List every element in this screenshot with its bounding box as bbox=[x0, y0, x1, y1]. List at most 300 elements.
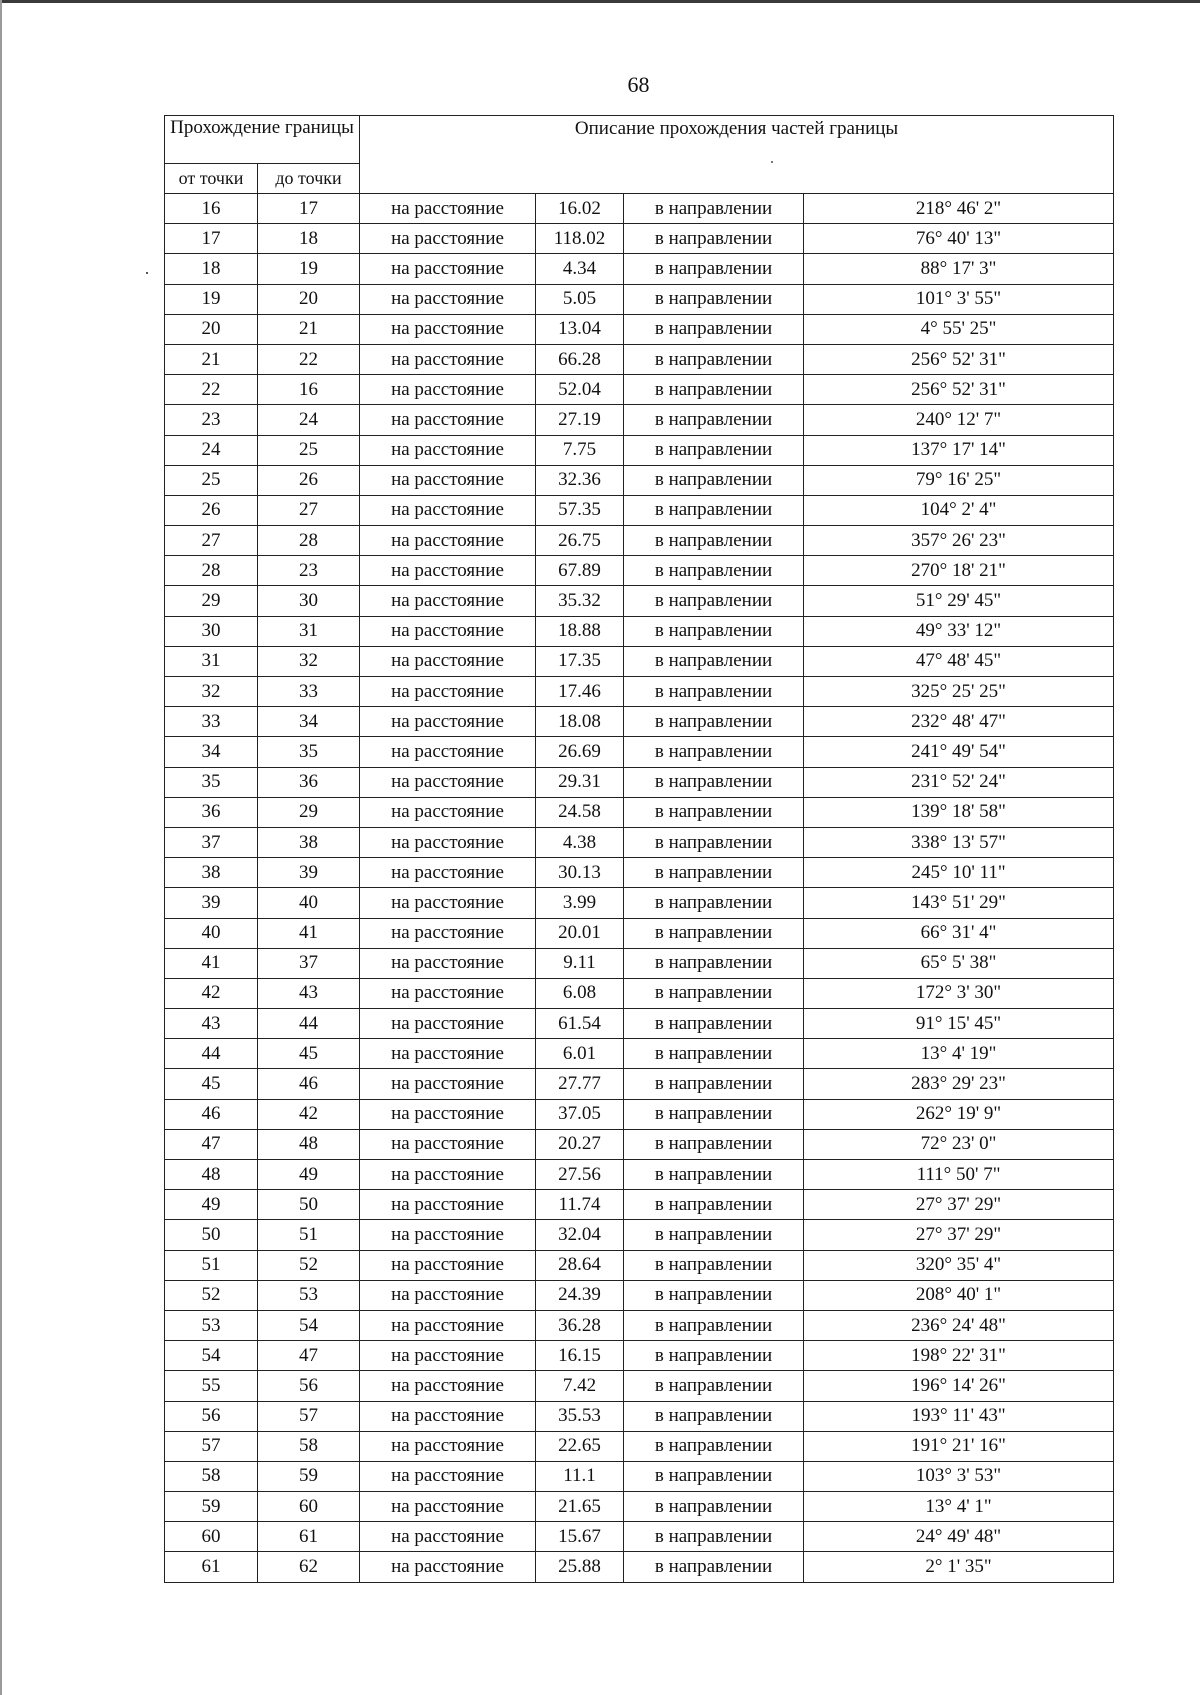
cell-to-point: 28 bbox=[258, 526, 360, 556]
cell-distance-value: 37.05 bbox=[536, 1099, 624, 1129]
cell-to-point: 62 bbox=[258, 1552, 360, 1582]
cell-direction-angle: 191° 21' 16" bbox=[804, 1431, 1114, 1461]
cell-from-point: 19 bbox=[165, 284, 258, 314]
cell-to-point: 45 bbox=[258, 1039, 360, 1069]
cell-direction-angle: 172° 3' 30" bbox=[804, 978, 1114, 1008]
cell-from-point: 52 bbox=[165, 1280, 258, 1310]
cell-distance-label: на расстояние bbox=[360, 254, 536, 284]
cell-direction-angle: 143° 51' 29" bbox=[804, 888, 1114, 918]
cell-to-point: 26 bbox=[258, 465, 360, 495]
cell-distance-label: на расстояние bbox=[360, 344, 536, 374]
table-row bbox=[165, 224, 1114, 254]
cell-to-point: 42 bbox=[258, 1099, 360, 1129]
table-row bbox=[165, 435, 1114, 465]
cell-distance-value: 20.27 bbox=[536, 1129, 624, 1159]
scan-speck bbox=[146, 272, 148, 274]
cell-distance-value: 52.04 bbox=[536, 375, 624, 405]
table-row bbox=[165, 284, 1114, 314]
cell-distance-value: 25.88 bbox=[536, 1552, 624, 1582]
cell-direction-label: в направлении bbox=[624, 1099, 804, 1129]
header-description: Описание прохождения частей границы bbox=[360, 116, 1114, 194]
cell-distance-value: 17.46 bbox=[536, 677, 624, 707]
cell-direction-label: в направлении bbox=[624, 1431, 804, 1461]
boundary-table bbox=[164, 115, 1114, 1583]
cell-distance-label: на расстояние bbox=[360, 646, 536, 676]
cell-distance-label: на расстояние bbox=[360, 1431, 536, 1461]
cell-distance-value: 61.54 bbox=[536, 1009, 624, 1039]
table-row bbox=[165, 344, 1114, 374]
cell-from-point: 57 bbox=[165, 1431, 258, 1461]
cell-to-point: 30 bbox=[258, 586, 360, 616]
cell-distance-label: на расстояние bbox=[360, 948, 536, 978]
cell-direction-label: в направлении bbox=[624, 314, 804, 344]
cell-distance-label: на расстояние bbox=[360, 797, 536, 827]
cell-distance-value: 32.04 bbox=[536, 1220, 624, 1250]
table-row bbox=[165, 1160, 1114, 1190]
cell-to-point: 20 bbox=[258, 284, 360, 314]
cell-to-point: 52 bbox=[258, 1250, 360, 1280]
table-row bbox=[165, 1099, 1114, 1129]
cell-distance-value: 18.88 bbox=[536, 616, 624, 646]
cell-direction-angle: 232° 48' 47" bbox=[804, 707, 1114, 737]
cell-direction-label: в направлении bbox=[624, 1461, 804, 1491]
cell-direction-label: в направлении bbox=[624, 224, 804, 254]
cell-distance-label: на расстояние bbox=[360, 526, 536, 556]
cell-from-point: 35 bbox=[165, 767, 258, 797]
cell-from-point: 51 bbox=[165, 1250, 258, 1280]
table-row bbox=[165, 858, 1114, 888]
cell-direction-label: в направлении bbox=[624, 1250, 804, 1280]
header-to-point: до точки bbox=[258, 164, 360, 194]
cell-direction-label: в направлении bbox=[624, 737, 804, 767]
cell-distance-value: 66.28 bbox=[536, 344, 624, 374]
cell-from-point: 36 bbox=[165, 797, 258, 827]
cell-direction-label: в направлении bbox=[624, 1341, 804, 1371]
cell-direction-angle: 51° 29' 45" bbox=[804, 586, 1114, 616]
cell-from-point: 22 bbox=[165, 375, 258, 405]
cell-distance-label: на расстояние bbox=[360, 1069, 536, 1099]
cell-direction-angle: 76° 40' 13" bbox=[804, 224, 1114, 254]
cell-distance-label: на расстояние bbox=[360, 1250, 536, 1280]
cell-to-point: 22 bbox=[258, 344, 360, 374]
cell-from-point: 26 bbox=[165, 495, 258, 525]
cell-from-point: 53 bbox=[165, 1310, 258, 1340]
cell-distance-value: 6.01 bbox=[536, 1039, 624, 1069]
cell-distance-value: 24.39 bbox=[536, 1280, 624, 1310]
cell-direction-angle: 13° 4' 19" bbox=[804, 1039, 1114, 1069]
cell-from-point: 16 bbox=[165, 194, 258, 224]
cell-distance-label: на расстояние bbox=[360, 1310, 536, 1340]
table-row bbox=[165, 405, 1114, 435]
cell-direction-label: в направлении bbox=[624, 1310, 804, 1340]
cell-to-point: 54 bbox=[258, 1310, 360, 1340]
cell-direction-angle: 13° 4' 1" bbox=[804, 1492, 1114, 1522]
cell-to-point: 29 bbox=[258, 797, 360, 827]
table-row bbox=[165, 1129, 1114, 1159]
cell-to-point: 27 bbox=[258, 495, 360, 525]
cell-distance-value: 11.1 bbox=[536, 1461, 624, 1491]
cell-distance-value: 27.56 bbox=[536, 1160, 624, 1190]
cell-to-point: 17 bbox=[258, 194, 360, 224]
table-row bbox=[165, 254, 1114, 284]
cell-direction-angle: 196° 14' 26" bbox=[804, 1371, 1114, 1401]
cell-from-point: 44 bbox=[165, 1039, 258, 1069]
cell-from-point: 20 bbox=[165, 314, 258, 344]
cell-to-point: 32 bbox=[258, 646, 360, 676]
cell-from-point: 18 bbox=[165, 254, 258, 284]
cell-to-point: 56 bbox=[258, 1371, 360, 1401]
cell-to-point: 47 bbox=[258, 1341, 360, 1371]
table-row bbox=[165, 1280, 1114, 1310]
cell-direction-label: в направлении bbox=[624, 1522, 804, 1552]
cell-distance-value: 29.31 bbox=[536, 767, 624, 797]
cell-from-point: 23 bbox=[165, 405, 258, 435]
cell-from-point: 58 bbox=[165, 1461, 258, 1491]
cell-distance-label: на расстояние bbox=[360, 918, 536, 948]
table-row bbox=[165, 1190, 1114, 1220]
table-row bbox=[165, 1250, 1114, 1280]
cell-from-point: 54 bbox=[165, 1341, 258, 1371]
cell-distance-value: 4.38 bbox=[536, 827, 624, 857]
cell-to-point: 61 bbox=[258, 1522, 360, 1552]
cell-direction-label: в направлении bbox=[624, 526, 804, 556]
cell-to-point: 19 bbox=[258, 254, 360, 284]
cell-direction-label: в направлении bbox=[624, 254, 804, 284]
table-row bbox=[165, 495, 1114, 525]
table-row bbox=[165, 767, 1114, 797]
cell-from-point: 37 bbox=[165, 827, 258, 857]
cell-to-point: 57 bbox=[258, 1401, 360, 1431]
cell-distance-value: 35.32 bbox=[536, 586, 624, 616]
cell-to-point: 44 bbox=[258, 1009, 360, 1039]
cell-distance-label: на расстояние bbox=[360, 1492, 536, 1522]
table-row bbox=[165, 1492, 1114, 1522]
cell-direction-label: в направлении bbox=[624, 586, 804, 616]
cell-direction-label: в направлении bbox=[624, 465, 804, 495]
table-row bbox=[165, 1401, 1114, 1431]
cell-direction-label: в направлении bbox=[624, 677, 804, 707]
cell-distance-value: 24.58 bbox=[536, 797, 624, 827]
cell-distance-label: на расстояние bbox=[360, 827, 536, 857]
cell-to-point: 39 bbox=[258, 858, 360, 888]
cell-distance-label: на расстояние bbox=[360, 435, 536, 465]
table-row bbox=[165, 1009, 1114, 1039]
cell-distance-label: на расстояние bbox=[360, 1039, 536, 1069]
cell-distance-label: на расстояние bbox=[360, 888, 536, 918]
cell-direction-angle: 49° 33' 12" bbox=[804, 616, 1114, 646]
cell-from-point: 27 bbox=[165, 526, 258, 556]
cell-distance-label: на расстояние bbox=[360, 707, 536, 737]
cell-distance-value: 22.65 bbox=[536, 1431, 624, 1461]
cell-to-point: 50 bbox=[258, 1190, 360, 1220]
table-row bbox=[165, 707, 1114, 737]
cell-direction-label: в направлении bbox=[624, 194, 804, 224]
cell-from-point: 39 bbox=[165, 888, 258, 918]
cell-distance-label: на расстояние bbox=[360, 1160, 536, 1190]
cell-to-point: 40 bbox=[258, 888, 360, 918]
cell-from-point: 43 bbox=[165, 1009, 258, 1039]
cell-distance-label: на расстояние bbox=[360, 677, 536, 707]
cell-distance-label: на расстояние bbox=[360, 1401, 536, 1431]
cell-direction-label: в направлении bbox=[624, 1280, 804, 1310]
cell-from-point: 46 bbox=[165, 1099, 258, 1129]
cell-to-point: 38 bbox=[258, 827, 360, 857]
cell-direction-angle: 218° 46' 2" bbox=[804, 194, 1114, 224]
cell-distance-value: 13.04 bbox=[536, 314, 624, 344]
table-row bbox=[165, 1431, 1114, 1461]
cell-direction-label: в направлении bbox=[624, 858, 804, 888]
cell-distance-label: на расстояние bbox=[360, 224, 536, 254]
cell-direction-angle: 4° 55' 25" bbox=[804, 314, 1114, 344]
cell-direction-angle: 72° 23' 0" bbox=[804, 1129, 1114, 1159]
cell-to-point: 34 bbox=[258, 707, 360, 737]
cell-direction-label: в направлении bbox=[624, 978, 804, 1008]
cell-distance-label: на расстояние bbox=[360, 737, 536, 767]
cell-direction-angle: 79° 16' 25" bbox=[804, 465, 1114, 495]
cell-direction-label: в направлении bbox=[624, 1009, 804, 1039]
cell-direction-label: в направлении bbox=[624, 1190, 804, 1220]
cell-direction-label: в направлении bbox=[624, 1220, 804, 1250]
table-row bbox=[165, 616, 1114, 646]
cell-distance-label: на расстояние bbox=[360, 1461, 536, 1491]
cell-direction-angle: 88° 17' 3" bbox=[804, 254, 1114, 284]
cell-direction-label: в направлении bbox=[624, 344, 804, 374]
table-body bbox=[165, 194, 1114, 1583]
cell-from-point: 47 bbox=[165, 1129, 258, 1159]
cell-from-point: 29 bbox=[165, 586, 258, 616]
cell-distance-label: на расстояние bbox=[360, 465, 536, 495]
cell-distance-label: на расстояние bbox=[360, 1371, 536, 1401]
cell-distance-value: 32.36 bbox=[536, 465, 624, 495]
cell-distance-value: 18.08 bbox=[536, 707, 624, 737]
cell-distance-value: 27.77 bbox=[536, 1069, 624, 1099]
header-from-point: от точки bbox=[165, 164, 258, 194]
cell-direction-label: в направлении bbox=[624, 495, 804, 525]
table-row bbox=[165, 1522, 1114, 1552]
cell-from-point: 28 bbox=[165, 556, 258, 586]
table-row bbox=[165, 1069, 1114, 1099]
cell-distance-label: на расстояние bbox=[360, 1190, 536, 1220]
cell-from-point: 41 bbox=[165, 948, 258, 978]
cell-direction-label: в направлении bbox=[624, 1371, 804, 1401]
cell-direction-label: в направлении bbox=[624, 405, 804, 435]
cell-direction-angle: 236° 24' 48" bbox=[804, 1310, 1114, 1340]
table-row bbox=[165, 1461, 1114, 1491]
table-row bbox=[165, 375, 1114, 405]
cell-from-point: 32 bbox=[165, 677, 258, 707]
cell-direction-angle: 270° 18' 21" bbox=[804, 556, 1114, 586]
cell-direction-label: в направлении bbox=[624, 556, 804, 586]
table-row bbox=[165, 1220, 1114, 1250]
cell-distance-label: на расстояние bbox=[360, 1129, 536, 1159]
cell-direction-angle: 27° 37' 29" bbox=[804, 1220, 1114, 1250]
cell-direction-angle: 2° 1' 35" bbox=[804, 1552, 1114, 1582]
scan-edge-top bbox=[0, 0, 1200, 3]
cell-distance-label: на расстояние bbox=[360, 1522, 536, 1552]
cell-to-point: 53 bbox=[258, 1280, 360, 1310]
scan-edge-left bbox=[0, 0, 2, 1695]
page-number: 68 bbox=[627, 72, 650, 97]
cell-distance-value: 26.75 bbox=[536, 526, 624, 556]
cell-to-point: 48 bbox=[258, 1129, 360, 1159]
cell-distance-label: на расстояние bbox=[360, 586, 536, 616]
cell-direction-angle: 325° 25' 25" bbox=[804, 677, 1114, 707]
cell-from-point: 30 bbox=[165, 616, 258, 646]
cell-direction-label: в направлении bbox=[624, 707, 804, 737]
cell-direction-angle: 357° 26' 23" bbox=[804, 526, 1114, 556]
cell-direction-angle: 27° 37' 29" bbox=[804, 1190, 1114, 1220]
cell-to-point: 46 bbox=[258, 1069, 360, 1099]
cell-distance-value: 57.35 bbox=[536, 495, 624, 525]
cell-direction-angle: 245° 10' 11" bbox=[804, 858, 1114, 888]
cell-from-point: 25 bbox=[165, 465, 258, 495]
cell-distance-label: на расстояние bbox=[360, 1552, 536, 1582]
cell-distance-label: на расстояние bbox=[360, 1341, 536, 1371]
cell-to-point: 41 bbox=[258, 918, 360, 948]
cell-distance-label: на расстояние bbox=[360, 194, 536, 224]
cell-to-point: 58 bbox=[258, 1431, 360, 1461]
cell-from-point: 34 bbox=[165, 737, 258, 767]
cell-direction-angle: 101° 3' 55" bbox=[804, 284, 1114, 314]
cell-from-point: 31 bbox=[165, 646, 258, 676]
table-row bbox=[165, 1341, 1114, 1371]
cell-direction-angle: 338° 13' 57" bbox=[804, 827, 1114, 857]
cell-direction-angle: 320° 35' 4" bbox=[804, 1250, 1114, 1280]
cell-to-point: 23 bbox=[258, 556, 360, 586]
table-row bbox=[165, 797, 1114, 827]
cell-distance-label: на расстояние bbox=[360, 1099, 536, 1129]
cell-distance-label: на расстояние bbox=[360, 314, 536, 344]
cell-from-point: 56 bbox=[165, 1401, 258, 1431]
cell-distance-label: на расстояние bbox=[360, 858, 536, 888]
cell-direction-label: в направлении bbox=[624, 1160, 804, 1190]
cell-direction-angle: 208° 40' 1" bbox=[804, 1280, 1114, 1310]
cell-direction-angle: 256° 52' 31" bbox=[804, 375, 1114, 405]
cell-distance-value: 20.01 bbox=[536, 918, 624, 948]
cell-distance-label: на расстояние bbox=[360, 978, 536, 1008]
table-row bbox=[165, 646, 1114, 676]
cell-direction-angle: 283° 29' 23" bbox=[804, 1069, 1114, 1099]
cell-to-point: 35 bbox=[258, 737, 360, 767]
cell-distance-label: на расстояние bbox=[360, 767, 536, 797]
cell-from-point: 40 bbox=[165, 918, 258, 948]
cell-direction-angle: 198° 22' 31" bbox=[804, 1341, 1114, 1371]
table-row bbox=[165, 677, 1114, 707]
cell-from-point: 50 bbox=[165, 1220, 258, 1250]
cell-distance-value: 5.05 bbox=[536, 284, 624, 314]
table-row bbox=[165, 314, 1114, 344]
cell-distance-value: 36.28 bbox=[536, 1310, 624, 1340]
cell-direction-angle: 111° 50' 7" bbox=[804, 1160, 1114, 1190]
cell-distance-value: 26.69 bbox=[536, 737, 624, 767]
cell-distance-label: на расстояние bbox=[360, 375, 536, 405]
cell-direction-label: в направлении bbox=[624, 888, 804, 918]
cell-to-point: 24 bbox=[258, 405, 360, 435]
cell-direction-angle: 137° 17' 14" bbox=[804, 435, 1114, 465]
cell-direction-label: в направлении bbox=[624, 827, 804, 857]
cell-to-point: 49 bbox=[258, 1160, 360, 1190]
cell-direction-label: в направлении bbox=[624, 646, 804, 676]
cell-from-point: 33 bbox=[165, 707, 258, 737]
table-row bbox=[165, 827, 1114, 857]
cell-direction-label: в направлении bbox=[624, 435, 804, 465]
cell-direction-angle: 193° 11' 43" bbox=[804, 1401, 1114, 1431]
cell-distance-value: 15.67 bbox=[536, 1522, 624, 1552]
cell-distance-label: на расстояние bbox=[360, 495, 536, 525]
cell-to-point: 60 bbox=[258, 1492, 360, 1522]
cell-to-point: 36 bbox=[258, 767, 360, 797]
cell-direction-label: в направлении bbox=[624, 918, 804, 948]
cell-to-point: 21 bbox=[258, 314, 360, 344]
cell-direction-label: в направлении bbox=[624, 948, 804, 978]
table-row bbox=[165, 737, 1114, 767]
cell-direction-angle: 66° 31' 4" bbox=[804, 918, 1114, 948]
cell-direction-label: в направлении bbox=[624, 1552, 804, 1582]
cell-distance-label: на расстояние bbox=[360, 1280, 536, 1310]
cell-distance-value: 118.02 bbox=[536, 224, 624, 254]
cell-distance-value: 35.53 bbox=[536, 1401, 624, 1431]
cell-direction-label: в направлении bbox=[624, 1039, 804, 1069]
cell-to-point: 25 bbox=[258, 435, 360, 465]
cell-direction-label: в направлении bbox=[624, 1401, 804, 1431]
cell-distance-value: 7.75 bbox=[536, 435, 624, 465]
cell-direction-angle: 139° 18' 58" bbox=[804, 797, 1114, 827]
cell-from-point: 38 bbox=[165, 858, 258, 888]
cell-distance-value: 67.89 bbox=[536, 556, 624, 586]
cell-direction-angle: 24° 49' 48" bbox=[804, 1522, 1114, 1552]
cell-direction-label: в направлении bbox=[624, 1129, 804, 1159]
cell-direction-angle: 240° 12' 7" bbox=[804, 405, 1114, 435]
cell-to-point: 51 bbox=[258, 1220, 360, 1250]
cell-distance-label: на расстояние bbox=[360, 1220, 536, 1250]
cell-direction-label: в направлении bbox=[624, 797, 804, 827]
table-row bbox=[165, 526, 1114, 556]
cell-distance-value: 3.99 bbox=[536, 888, 624, 918]
cell-direction-angle: 241° 49' 54" bbox=[804, 737, 1114, 767]
cell-from-point: 24 bbox=[165, 435, 258, 465]
table-row bbox=[165, 1039, 1114, 1069]
cell-to-point: 31 bbox=[258, 616, 360, 646]
cell-distance-value: 6.08 bbox=[536, 978, 624, 1008]
table-row bbox=[165, 888, 1114, 918]
cell-from-point: 21 bbox=[165, 344, 258, 374]
cell-distance-value: 17.35 bbox=[536, 646, 624, 676]
cell-from-point: 59 bbox=[165, 1492, 258, 1522]
cell-from-point: 45 bbox=[165, 1069, 258, 1099]
cell-distance-label: на расстояние bbox=[360, 556, 536, 586]
cell-from-point: 48 bbox=[165, 1160, 258, 1190]
table-row bbox=[165, 1371, 1114, 1401]
cell-from-point: 49 bbox=[165, 1190, 258, 1220]
cell-direction-angle: 104° 2' 4" bbox=[804, 495, 1114, 525]
cell-direction-angle: 65° 5' 38" bbox=[804, 948, 1114, 978]
cell-direction-label: в направлении bbox=[624, 767, 804, 797]
cell-to-point: 59 bbox=[258, 1461, 360, 1491]
cell-distance-label: на расстояние bbox=[360, 1009, 536, 1039]
cell-distance-value: 16.15 bbox=[536, 1341, 624, 1371]
cell-distance-value: 9.11 bbox=[536, 948, 624, 978]
cell-direction-angle: 103° 3' 53" bbox=[804, 1461, 1114, 1491]
cell-distance-label: на расстояние bbox=[360, 616, 536, 646]
cell-distance-value: 30.13 bbox=[536, 858, 624, 888]
cell-direction-label: в направлении bbox=[624, 1069, 804, 1099]
table-row bbox=[165, 465, 1114, 495]
cell-to-point: 18 bbox=[258, 224, 360, 254]
cell-direction-angle: 47° 48' 45" bbox=[804, 646, 1114, 676]
cell-to-point: 43 bbox=[258, 978, 360, 1008]
cell-to-point: 37 bbox=[258, 948, 360, 978]
cell-direction-angle: 91° 15' 45" bbox=[804, 1009, 1114, 1039]
